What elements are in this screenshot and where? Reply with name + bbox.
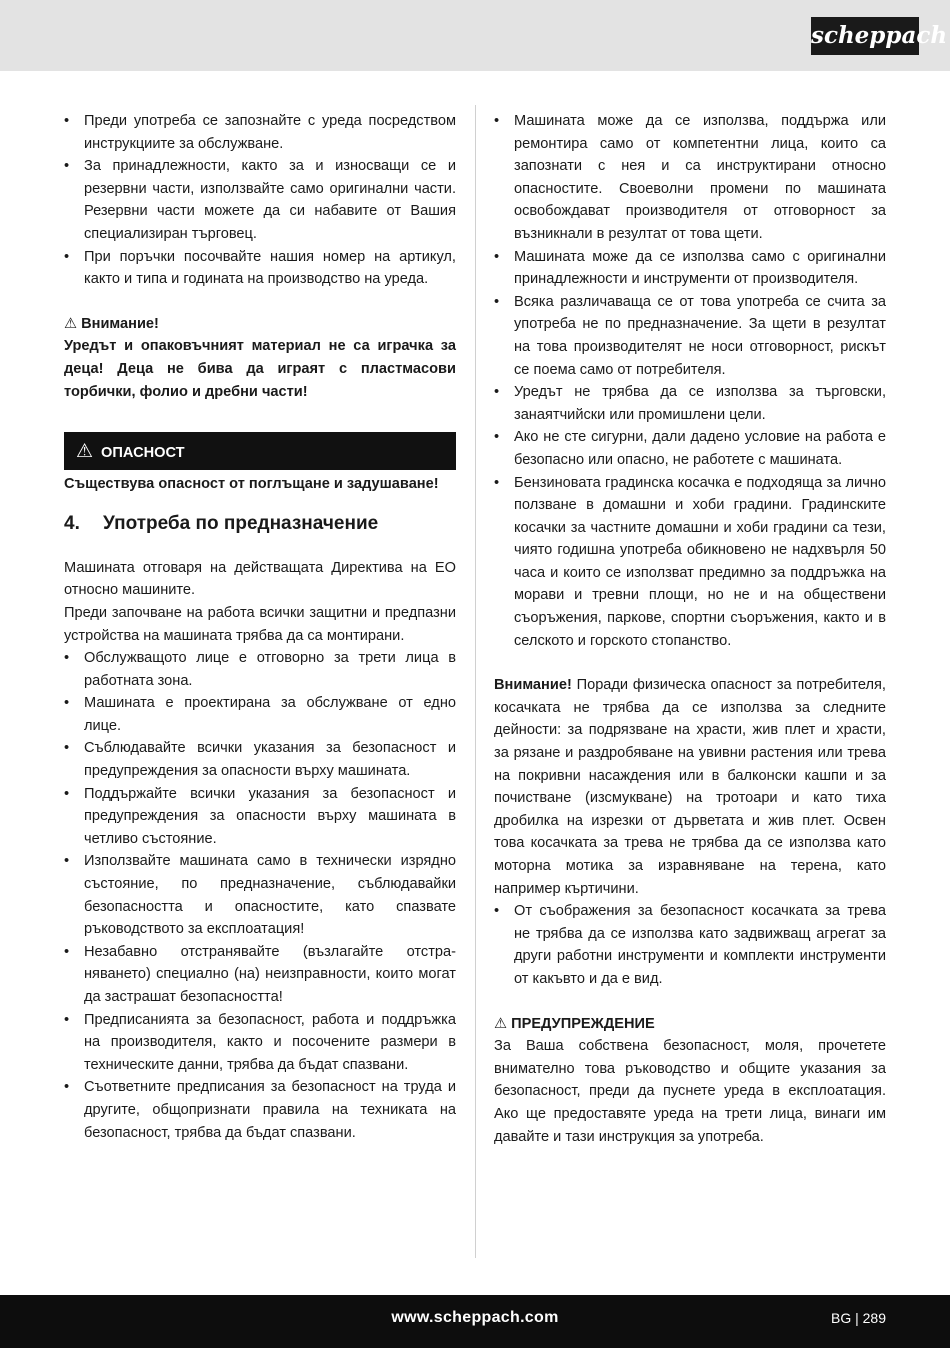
- list-item: • Предписанията за безопасност, работа и поддръжка на производителя, както и посочените размери в техническите данни, трябва да бъдат спазвани.: [64, 1009, 456, 1077]
- danger-banner: [64, 432, 456, 470]
- attention-label: Внимание!: [494, 677, 572, 694]
- section-title: Употреба по предназначение: [103, 512, 379, 534]
- list-item: • Поддържайте всички указания за безопасност и предупреждения за опасности върху машината в четливо състояние.: [64, 783, 456, 851]
- footer-bar: [0, 1295, 950, 1348]
- left-top-list: [64, 110, 456, 291]
- warning-text: За Ваша собствена безопасност, моля, прочетете внимателно това ръководство и общите указания за безопасност, преди да пуснете уреда в експлоатация. Ако ще предоставяте уреда на трети лица, винаги им давайте и тази инструкция за употреба.: [494, 1038, 886, 1145]
- left-column: [64, 110, 456, 1144]
- attention-paragraph: [494, 674, 886, 900]
- intro-paragraph: Преди започване на работа всички защитни и предпазни устройства на машината трябва да са монтирани.: [64, 604, 456, 644]
- attention-body: Поради физическа опасност за потребителя, косачката не трябва да се използва за следните дейности: за подрязване на храсти, жив плет и храсти, за рязане и раздробяване на увивни растения или трева на покривни насаждения или в балконски кашпи и за почистване (изсмукване) на тротоари и като тиха дробилка на изрезки от дърветата и жив плет. Освен това косачката за трева не трябва да се използва като моторна мотика за изравняване на терена, като например къртичини.: [494, 677, 886, 897]
- list-item: • Ако не сте сигурни, дали дадено условие на работа е безопасно или опасно, не работете с машината.: [494, 426, 886, 471]
- header-bar: [0, 0, 950, 71]
- right-mid-list: [494, 900, 886, 990]
- page-number: BG | 289: [830, 1310, 886, 1326]
- section-heading: [64, 512, 456, 536]
- list-item: • От съображения за безопасност косачката за трева не трябва да се използва като задвижващ агрегат за други работни инструменти и комплекти инструменти от какъвто и да е вид.: [494, 900, 886, 990]
- list-item: • Незабавно отстранявайте (възлагайте отстраняването) специално (на) неизправности, които могат да застрашат безопасността!: [64, 941, 456, 1009]
- list-item: • Обслужващото лице е отговорно за трети лица в работната зона.: [64, 647, 456, 692]
- warning-triangle-icon: ⚠: [494, 1015, 508, 1032]
- warning-title: ПРЕДУПРЕЖДЕНИЕ: [511, 1015, 655, 1032]
- list-item: • При поръчки посочвайте нашия номер на артикул, както и типа и годината на производство на уреда.: [64, 246, 456, 291]
- list-item: • Съответните предписания за безопасност на труда и другите, общопризнати правила на техниката на безопасност, трябва да бъдат спазвани.: [64, 1076, 456, 1144]
- footer-url[interactable]: www.scheppach.com: [391, 1309, 559, 1326]
- list-item: • Всяка различаваща се от това употреба се счита за употреба не по предназначение. За щети в резултат на това производителят не носи отговорност, рискът се поема само от потребителя.: [494, 291, 886, 381]
- list-item: • Използвайте машината само в технически изрядно състояние, по предназначение, съблюдавайки безопасността и опасностите, като спазвате ръководството за експлоатация!: [64, 850, 456, 940]
- danger-label: ОПАСНОСТ: [101, 445, 185, 462]
- list-item: • Машината може да се използва само с оригинални принадлежности и инструменти от производителя.: [494, 246, 886, 291]
- danger-triangle-icon: ⚠: [76, 441, 94, 463]
- right-top-list: [494, 110, 886, 652]
- list-item: • Уредът не трябва да се използва за търговски, занаятчийски или промишлени цели.: [494, 381, 886, 426]
- intro-paragraph: Машината отговаря на действащата Директива на ЕО относно машините.: [64, 559, 456, 599]
- brand-logo: scheppach: [811, 17, 919, 55]
- list-item: • Преди употреба се запознайте с уреда посредством инструкциите за обслужване.: [64, 110, 456, 155]
- column-divider: [475, 105, 476, 1258]
- warning-triangle-icon: ⚠: [64, 315, 78, 332]
- warning-heading: [494, 1013, 886, 1036]
- list-item: • Съблюдавайте всички указания за безопасност и предупреждения за опасности върху машината.: [64, 737, 456, 782]
- list-item: • За принадлежности, както за и износващи се и резервни части, използвайте само оригинални части. Резервни части можете да си набавите от Вашия специализиран търговец.: [64, 155, 456, 245]
- list-item: • Бензиновата градинска косачка е подходяща за лично ползване в домашни и хоби градини. Градинските косачки за частните домашни и хоби градини са тези, чиято годишна употреба обикновено не надхвърля 50 часа и които се използват предимно за поддръжка на морави и тревни площи, но не и на обществени съоръжения, паркове, спортни съоръжения, както и в селското и горското стопанство.: [494, 472, 886, 653]
- danger-text: Съществува опасност от поглъщане и задушаване!: [64, 476, 439, 493]
- left-main-list: [64, 647, 456, 1144]
- right-column: [494, 110, 886, 1148]
- list-item: • Машината е проектирана за обслужване от едно лице.: [64, 692, 456, 737]
- list-item: • Машината може да се използва, поддържа или ремонтира само от компетентни лица, които са запознати с нея и са инструктирани относно опасностите. Своеволни промени по машината освобождават производителя от отговорност за възникнали в резултат от това щети.: [494, 110, 886, 246]
- section-number: 4.: [64, 512, 80, 534]
- attention-heading: [64, 313, 456, 336]
- attention-text: Уредът и опаковъчният материал не са играчка за деца! Деца не бива да играят с пластмасови торбички, фолио и дребни части!: [64, 338, 456, 400]
- attention-title: Внимание!: [81, 315, 159, 332]
